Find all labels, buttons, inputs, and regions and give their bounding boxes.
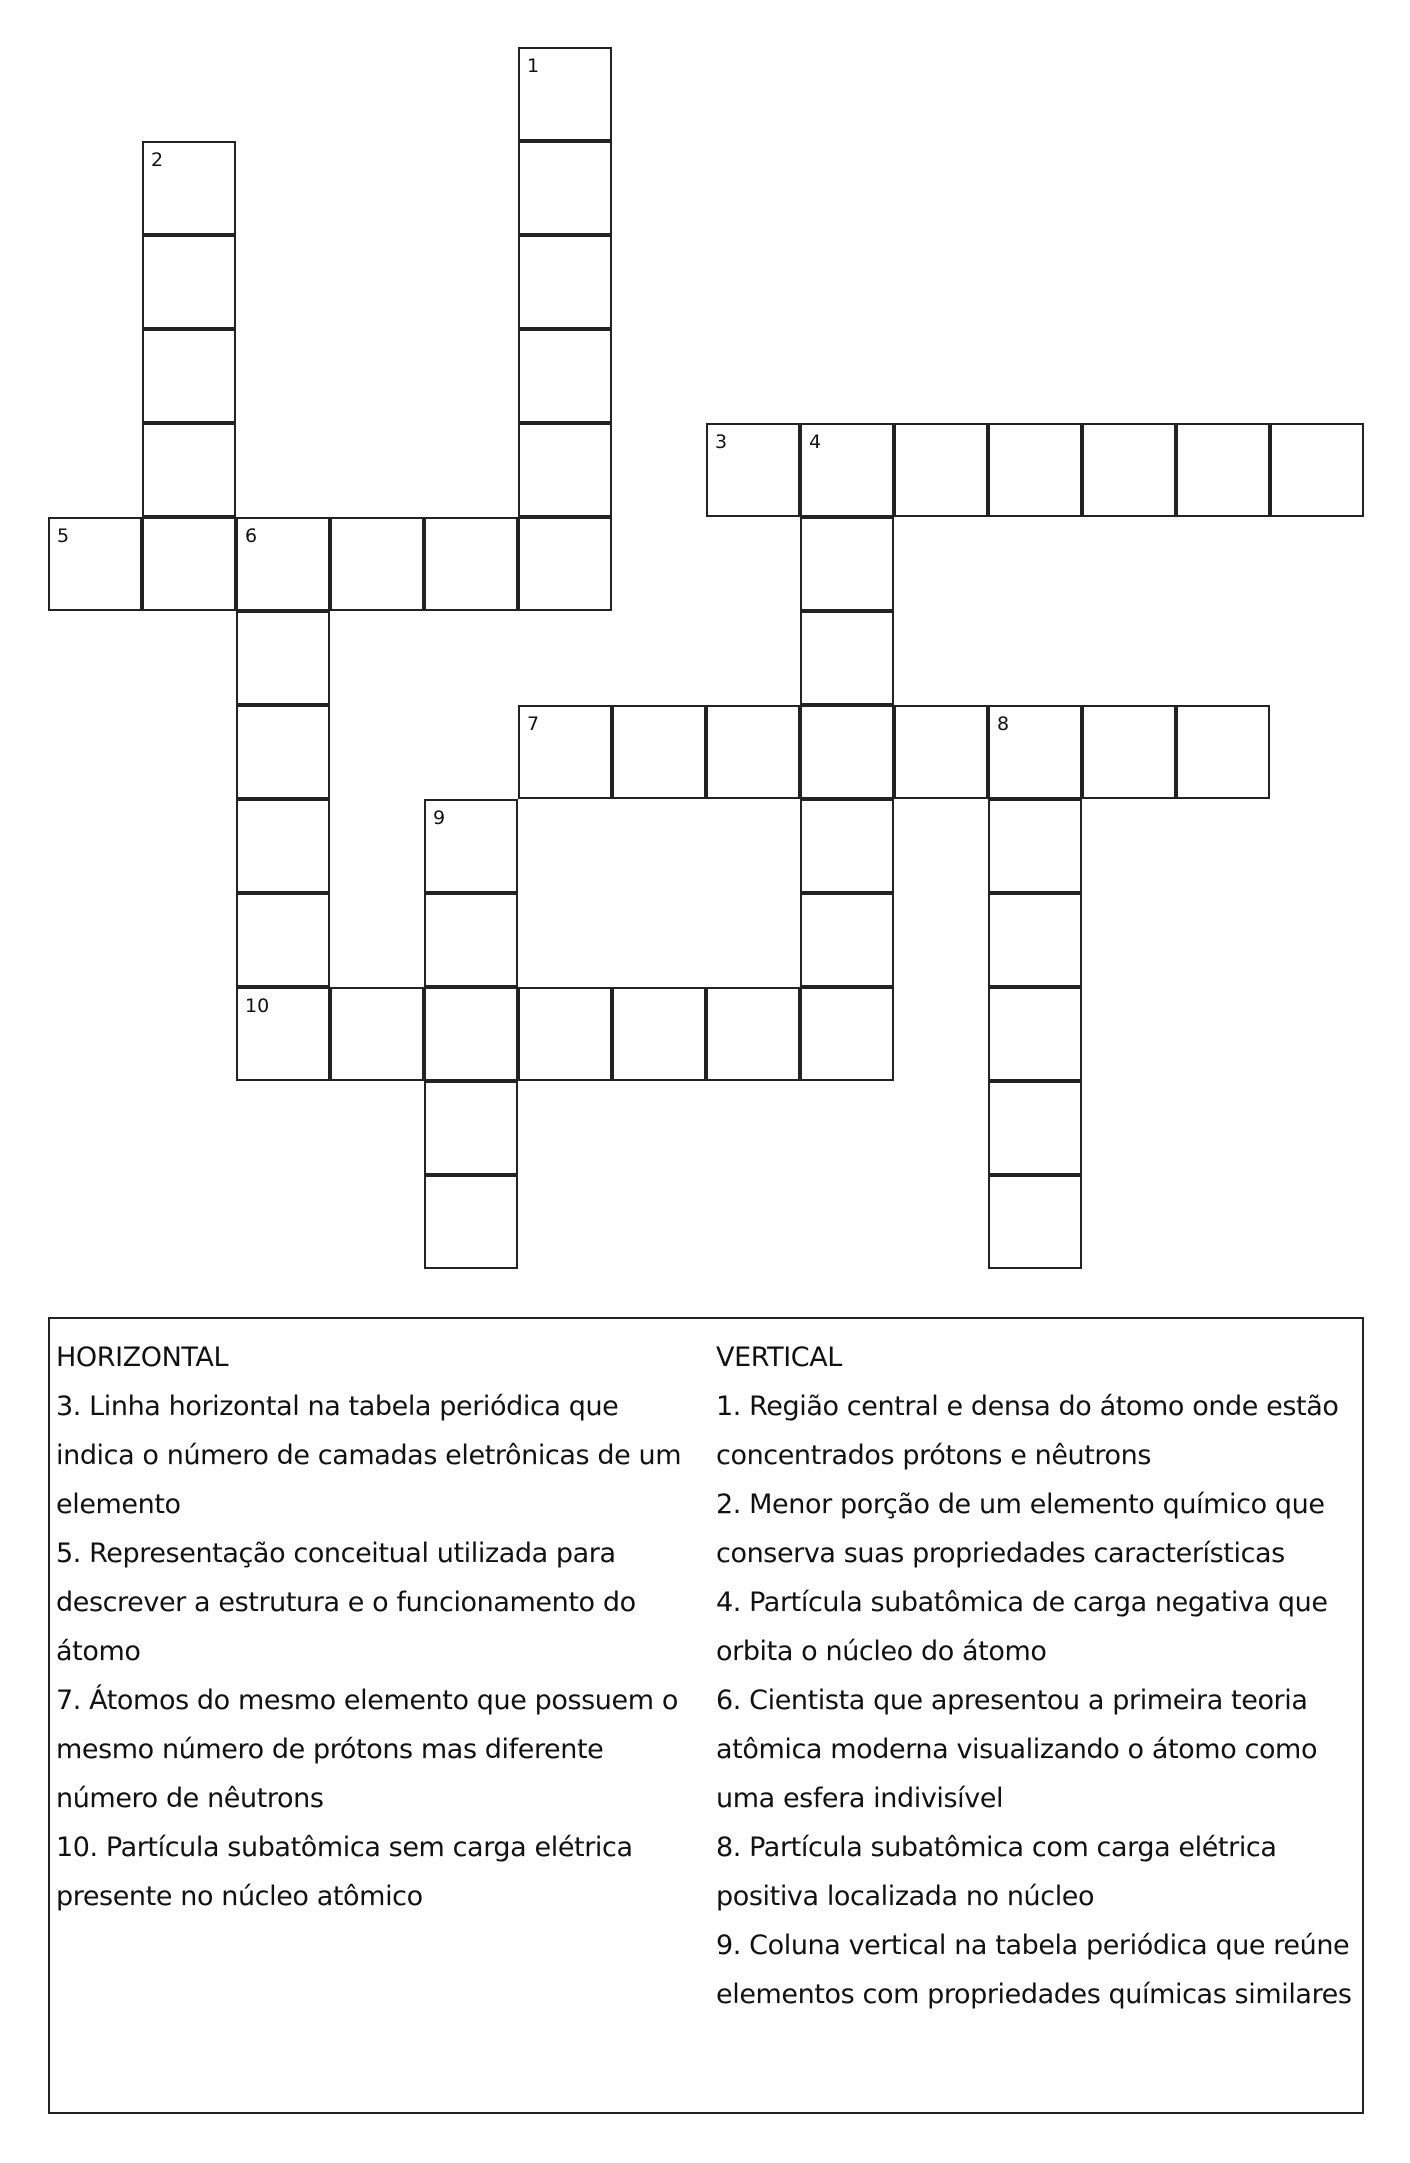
grid-cell[interactable]: [800, 705, 894, 799]
clues-box: [48, 1317, 1364, 2114]
clue-6: 6. Cientista que apresentou a primeira teoria atômica moderna visualizando o átomo como uma esfera indivisível: [716, 1685, 1318, 1814]
grid-cell[interactable]: [518, 329, 612, 423]
grid-cell[interactable]: [236, 705, 330, 799]
grid-cell[interactable]: [236, 893, 330, 987]
grid-cell[interactable]: [612, 987, 706, 1081]
grid-cell[interactable]: [988, 705, 1082, 799]
clue-2: 2. Menor porção de um elemento químico que conserva suas propriedades características: [716, 1489, 1325, 1569]
grid-cell[interactable]: [1082, 705, 1176, 799]
grid-cell[interactable]: [142, 329, 236, 423]
grid-cell[interactable]: [612, 705, 706, 799]
clue-1: 1. Região central e densa do átomo onde estão concentrados prótons e nêutrons: [716, 1391, 1339, 1471]
grid-cell[interactable]: [800, 611, 894, 705]
grid-cell[interactable]: [236, 611, 330, 705]
grid-cell[interactable]: [518, 987, 612, 1081]
grid-cell[interactable]: [518, 517, 612, 611]
clue-number: 2: [151, 149, 164, 171]
grid-cell[interactable]: [424, 1175, 518, 1269]
grid-cell[interactable]: [518, 235, 612, 329]
clue-number: 9: [433, 807, 446, 829]
clue-10: 10. Partícula subatômica sem carga elétrica presente no núcleo atômico: [56, 1832, 633, 1912]
clue-number: 8: [997, 713, 1010, 735]
grid-cell[interactable]: [142, 235, 236, 329]
grid-cell[interactable]: [518, 423, 612, 517]
grid-cell[interactable]: [424, 987, 518, 1081]
clue-7: 7. Átomos do mesmo elemento que possuem o mesmo número de prótons mas diferente número de nêutrons: [56, 1685, 678, 1814]
grid-cell[interactable]: [330, 517, 424, 611]
grid-cell[interactable]: [1176, 423, 1270, 517]
clue-number: 4: [809, 431, 822, 453]
grid-cell[interactable]: [800, 517, 894, 611]
grid-cell[interactable]: [988, 1175, 1082, 1269]
horizontal-heading: HORIZONTAL: [56, 1342, 229, 1373]
grid-cell[interactable]: [142, 517, 236, 611]
grid-cell[interactable]: [800, 987, 894, 1081]
grid-cell[interactable]: [706, 705, 800, 799]
grid-cell[interactable]: [330, 987, 424, 1081]
vertical-heading: VERTICAL: [716, 1342, 842, 1373]
clue-number: 1: [527, 55, 540, 77]
grid-cell[interactable]: [236, 799, 330, 893]
horizontal-clues: [56, 1333, 704, 1921]
clue-number: 10: [245, 995, 270, 1017]
grid-cell[interactable]: [800, 799, 894, 893]
grid-cell[interactable]: [706, 423, 800, 517]
grid-cell[interactable]: [142, 141, 236, 235]
grid-cell[interactable]: [518, 141, 612, 235]
clue-4: 4. Partícula subatômica de carga negativa que orbita o núcleo do átomo: [716, 1587, 1328, 1667]
grid-cell[interactable]: [518, 47, 612, 141]
clue-number: 3: [715, 431, 728, 453]
grid-cell[interactable]: [236, 517, 330, 611]
grid-cell[interactable]: [1176, 705, 1270, 799]
grid-cell[interactable]: [48, 517, 142, 611]
clue-8: 8. Partícula subatômica com carga elétrica positiva localizada no núcleo: [716, 1832, 1277, 1912]
grid-cell[interactable]: [894, 423, 988, 517]
grid-cell[interactable]: [988, 423, 1082, 517]
grid-cell[interactable]: [1270, 423, 1364, 517]
grid-cell[interactable]: [800, 423, 894, 517]
clue-9: 9. Coluna vertical na tabela periódica que reúne elementos com propriedades químicas similares: [716, 1930, 1352, 2010]
grid-cell[interactable]: [988, 1081, 1082, 1175]
grid-cell[interactable]: [988, 987, 1082, 1081]
vertical-clues: [716, 1333, 1356, 2019]
grid-cell[interactable]: [424, 1081, 518, 1175]
grid-cell[interactable]: [894, 705, 988, 799]
clue-number: 5: [57, 525, 70, 547]
grid-cell[interactable]: [236, 987, 330, 1081]
grid-cell[interactable]: [800, 893, 894, 987]
grid-cell[interactable]: [424, 893, 518, 987]
grid-cell[interactable]: [706, 987, 800, 1081]
clue-number: 7: [527, 713, 540, 735]
grid-cell[interactable]: [424, 517, 518, 611]
grid-cell[interactable]: [988, 799, 1082, 893]
grid-cell[interactable]: [1082, 423, 1176, 517]
grid-cell[interactable]: [142, 423, 236, 517]
grid-cell[interactable]: [424, 799, 518, 893]
clue-number: 6: [245, 525, 258, 547]
grid-cell[interactable]: [518, 705, 612, 799]
grid-cell[interactable]: [988, 893, 1082, 987]
clue-5: 5. Representação conceitual utilizada para descrever a estrutura e o funcionamento do átomo: [56, 1538, 636, 1667]
clue-3: 3. Linha horizontal na tabela periódica que indica o número de camadas eletrônicas de um elemento: [56, 1391, 682, 1520]
